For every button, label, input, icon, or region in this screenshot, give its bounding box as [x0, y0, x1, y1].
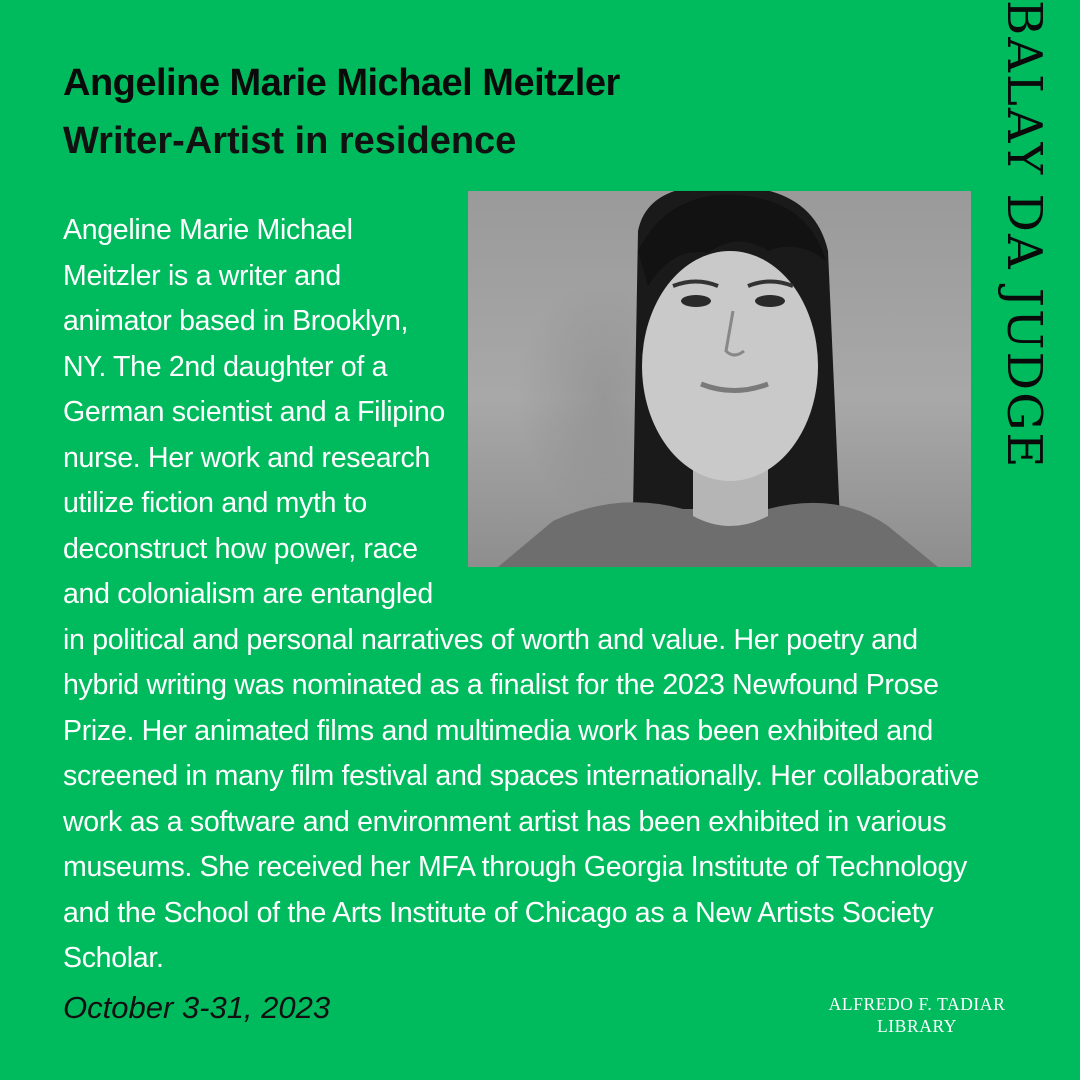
library-name-line1: ALFREDO F. TADIAR — [828, 994, 1006, 1014]
artist-portrait-photo — [468, 191, 971, 567]
event-dates: October 3-31, 2023 — [63, 990, 331, 1025]
vertical-series-title: BALAY DA JUDGE — [996, 0, 1052, 470]
bio-block — [63, 208, 983, 982]
artist-name: Angeline Marie Michael Meitzler — [63, 62, 620, 104]
portrait-illustration — [468, 191, 971, 567]
bio-text: Angeline Marie Michael Meitzler is a writer and animator based in Brooklyn, NY. The 2nd daughter of a German scientist and a Filipino nurse. Her work and research utilize fiction and myth to deconstruct how power, race and colonialism are entangled in political and personal narratives of worth and value. Her poetry and hybrid writing was nominated as a finalist for the 2023 Newfound Prose Prize. Her animated films and multimedia work has been exhibited and screened in many film festival and spaces internationally. Her collaborative work as a software and environment artist has been exhibited in various museums. She received her MFA through Georgia Institute of Technology and the School of the Arts Institute of Chicago as a New Artists Society Scholar. — [63, 214, 980, 974]
artist-role: Writer-Artist in residence — [63, 120, 517, 162]
library-logo-text — [800, 993, 1034, 1037]
library-name-line2: LIBRARY — [876, 1016, 958, 1036]
